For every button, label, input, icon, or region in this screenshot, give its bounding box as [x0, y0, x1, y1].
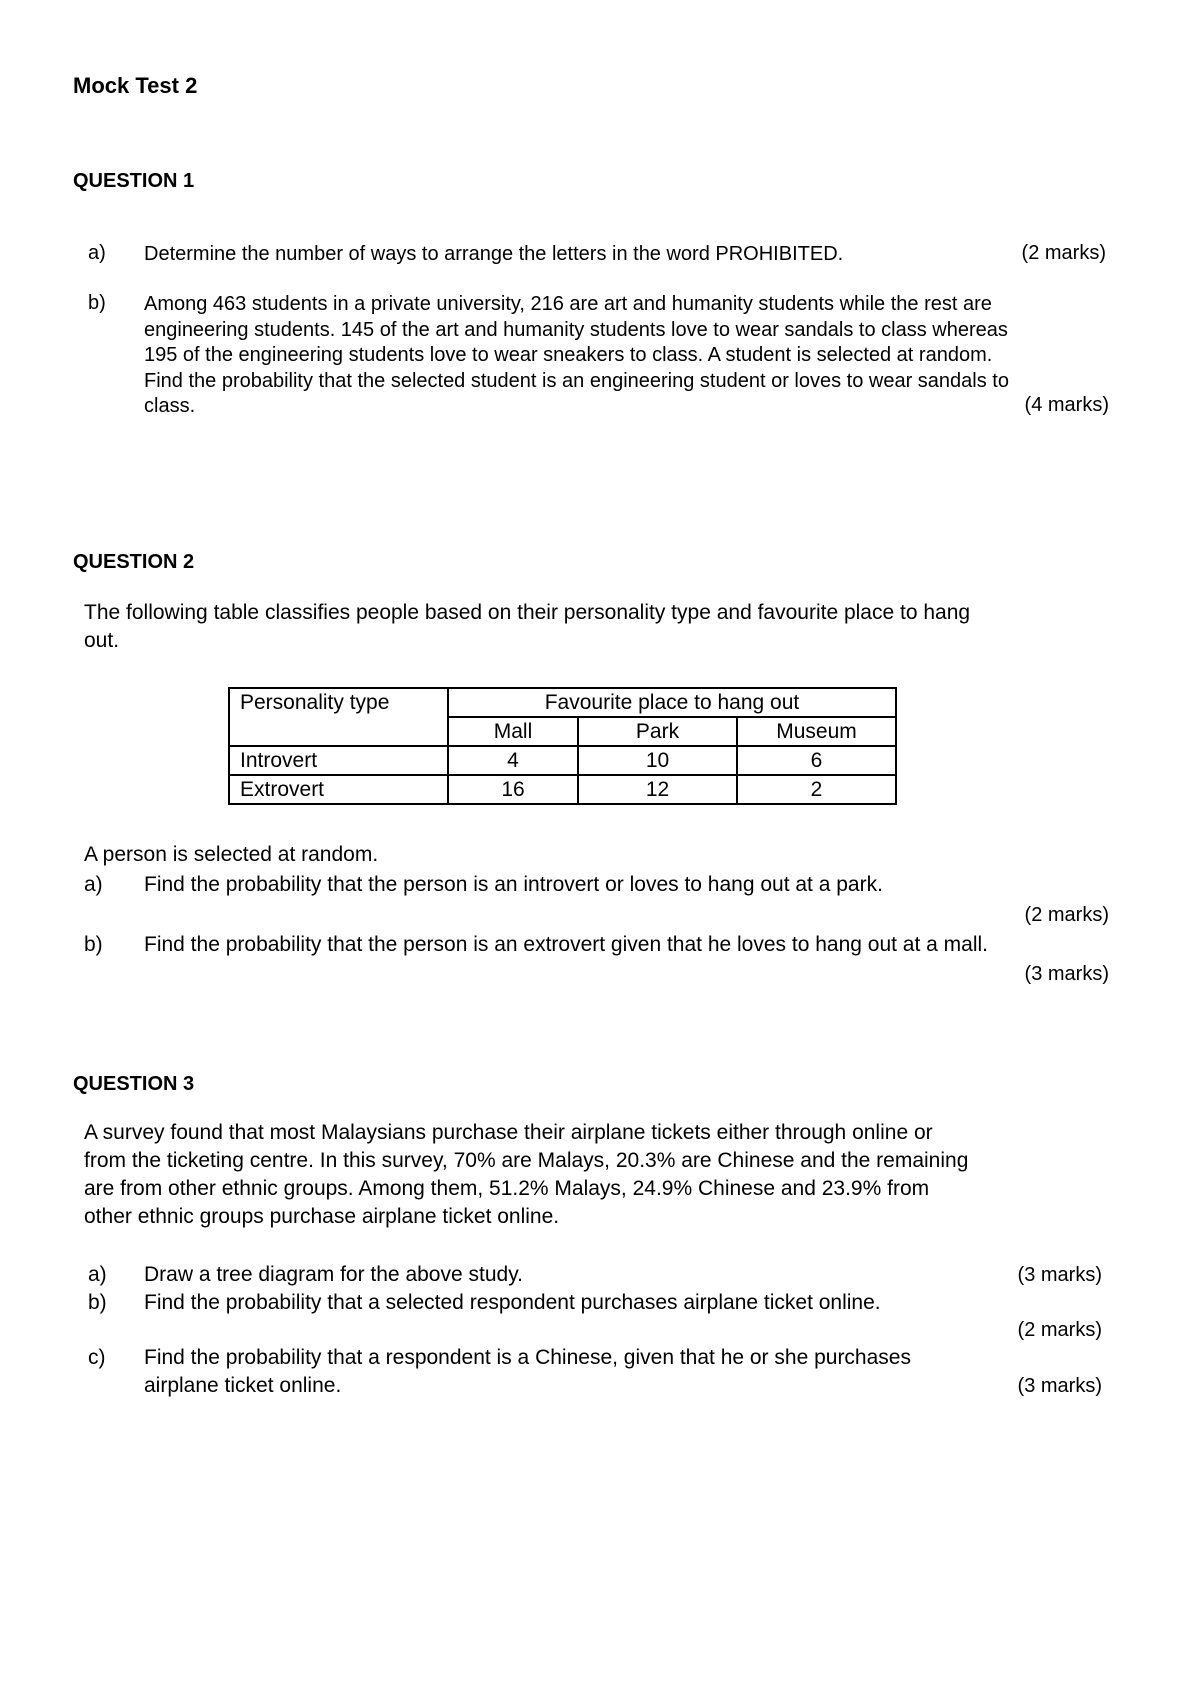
q3-intro-line: other ethnic groups purchase airplane ticket online.: [84, 1205, 560, 1228]
table-cell: 12: [578, 775, 737, 804]
page-title: Mock Test 2: [73, 73, 198, 98]
table-cell: 6: [737, 746, 896, 775]
q3b-text: Find the probability that a selected respondent purchases airplane ticket online.: [144, 1291, 881, 1314]
q3b-marks: (2 marks): [1017, 1319, 1102, 1341]
table-row-label: Introvert: [229, 746, 448, 775]
q2a-marks: (2 marks): [1024, 904, 1109, 926]
table-column-header: Museum: [737, 717, 896, 746]
table-cell: 10: [578, 746, 737, 775]
q3c-line: Find the probability that a respondent is a Chinese, given that he or she purchases: [144, 1346, 911, 1369]
q1b-text: [144, 292, 1009, 420]
q3-intro: [84, 1119, 968, 1231]
q3-intro-line: A survey found that most Malaysians purchase their airplane tickets either through online or: [84, 1121, 933, 1144]
q2b-marks: (3 marks): [1024, 963, 1109, 985]
table-corner-header: Personality type: [229, 688, 448, 746]
q3b-label: b): [88, 1291, 107, 1314]
table-cell: 16: [448, 775, 578, 804]
q3a-text: Draw a tree diagram for the above study.: [144, 1263, 523, 1286]
q2-intro: [84, 599, 970, 655]
table-cell: 2: [737, 775, 896, 804]
q1b-line: Find the probability that the selected student is an engineering student or loves to wear sandals to: [144, 369, 1009, 392]
table-group-header: Favourite place to hang out: [448, 688, 896, 717]
q1b-line: engineering students. 145 of the art and humanity students love to wear sandals to class whereas: [144, 318, 1008, 341]
q3c-label: c): [88, 1346, 106, 1369]
q1a-marks: (2 marks): [1021, 242, 1106, 264]
q2-intro-line: out.: [84, 629, 120, 652]
q1b-marks: (4 marks): [1024, 394, 1109, 416]
q2b-label: b): [84, 933, 103, 956]
q1b-line: 195 of the engineering students love to wear sneakers to class. A student is selected at random.: [144, 344, 993, 366]
q3c-line: airplane ticket online.: [144, 1374, 342, 1397]
q2a-text: Find the probability that the person is an introvert or loves to hang out at a park.: [144, 873, 883, 896]
q3-intro-line: from the ticketing centre. In this survey, 70% are Malays, 20.3% are Chinese and the remaining: [84, 1149, 969, 1172]
q2b-text: Find the probability that the person is an extrovert given that he loves to hang out at a mall.: [144, 933, 988, 956]
table-row: [229, 775, 896, 804]
q2-intro-line: The following table classifies people based on their personality type and favourite place to hang: [84, 601, 971, 624]
question-1-heading: QUESTION 1: [73, 170, 195, 192]
q3a-label: a): [88, 1263, 107, 1286]
table-cell: 4: [448, 746, 578, 775]
table-column-header: Park: [578, 717, 737, 746]
q1b-label: b): [88, 292, 106, 314]
q2-lead: A person is selected at random.: [84, 843, 379, 866]
table-row: [229, 746, 896, 775]
q3c-marks: (3 marks): [1017, 1375, 1102, 1397]
table-column-header: Mall: [448, 717, 578, 746]
personality-table: [228, 687, 897, 805]
q2a-label: a): [84, 873, 103, 896]
q1b-line: class.: [144, 395, 196, 417]
q3-intro-line: are from other ethnic groups. Among them, 51.2% Malays, 24.9% Chinese and 23.9% from: [84, 1177, 930, 1200]
q1b-line: Among 463 students in a private university, 216 are art and humanity students while the rest are: [144, 293, 992, 315]
table-header-row: [229, 688, 896, 717]
q3c-text: [144, 1344, 911, 1400]
q1a-label: a): [88, 242, 106, 264]
q3a-marks: (3 marks): [1017, 1264, 1102, 1286]
question-3-heading: QUESTION 3: [73, 1073, 195, 1095]
q1a-text: Determine the number of ways to arrange the letters in the word PROHIBITED.: [144, 243, 844, 265]
table-row-label: Extrovert: [229, 775, 448, 804]
question-2-heading: QUESTION 2: [73, 551, 195, 573]
